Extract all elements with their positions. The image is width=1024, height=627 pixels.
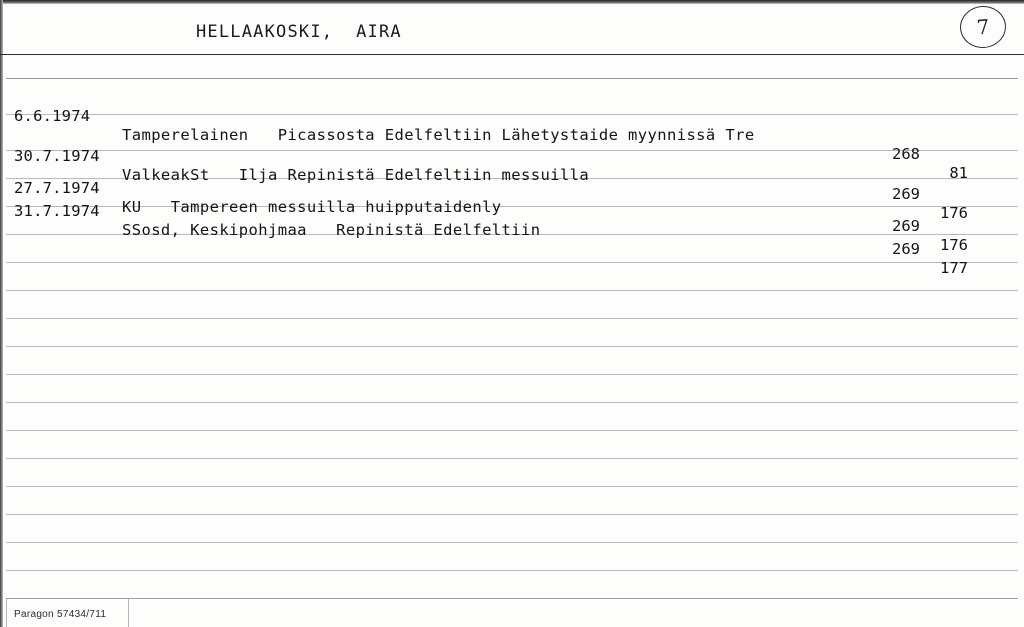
entry-page: 177 <box>940 259 968 277</box>
ruled-lines <box>6 78 1018 598</box>
footer-imprint: Paragon 57434/711 <box>14 609 107 620</box>
footer-tick-right <box>128 599 129 627</box>
entry-page: 176 <box>940 236 968 254</box>
entry-volume: 269 <box>892 185 920 203</box>
entry-date: 30.7.1974 <box>14 147 100 165</box>
entry-date: 6.6.1974 <box>14 107 91 125</box>
entry-text: SSosd, Keskipohjmaa Repinistä Edelfeltiin <box>122 221 541 239</box>
entry-date: 31.7.1974 <box>14 202 100 220</box>
page-number-badge: 7 <box>959 4 1008 49</box>
entry-page: 81 <box>949 164 968 182</box>
entry-text: KU Tampereen messuilla huipputaidenly <box>122 198 502 216</box>
entry-volume: 269 <box>892 217 920 235</box>
header-divider <box>0 54 1024 55</box>
footer-tick-left <box>6 599 7 627</box>
footer-divider <box>6 598 1018 599</box>
entry-volume: 268 <box>892 145 920 163</box>
entry-text: ValkeakSt Ilja Repinistä Edelfeltiin messuilla <box>122 166 590 184</box>
scan-edge-top <box>0 0 1024 4</box>
entry-text: Tamperelainen Picassosta Edelfeltiin Lähetystaide myynnissä Tre <box>122 126 755 144</box>
entry-date: 27.7.1974 <box>14 179 100 197</box>
entry-volume: 269 <box>892 240 920 258</box>
entry-page: 176 <box>940 204 968 222</box>
page-title: HELLAAKOSKI, AIRA <box>196 22 402 42</box>
